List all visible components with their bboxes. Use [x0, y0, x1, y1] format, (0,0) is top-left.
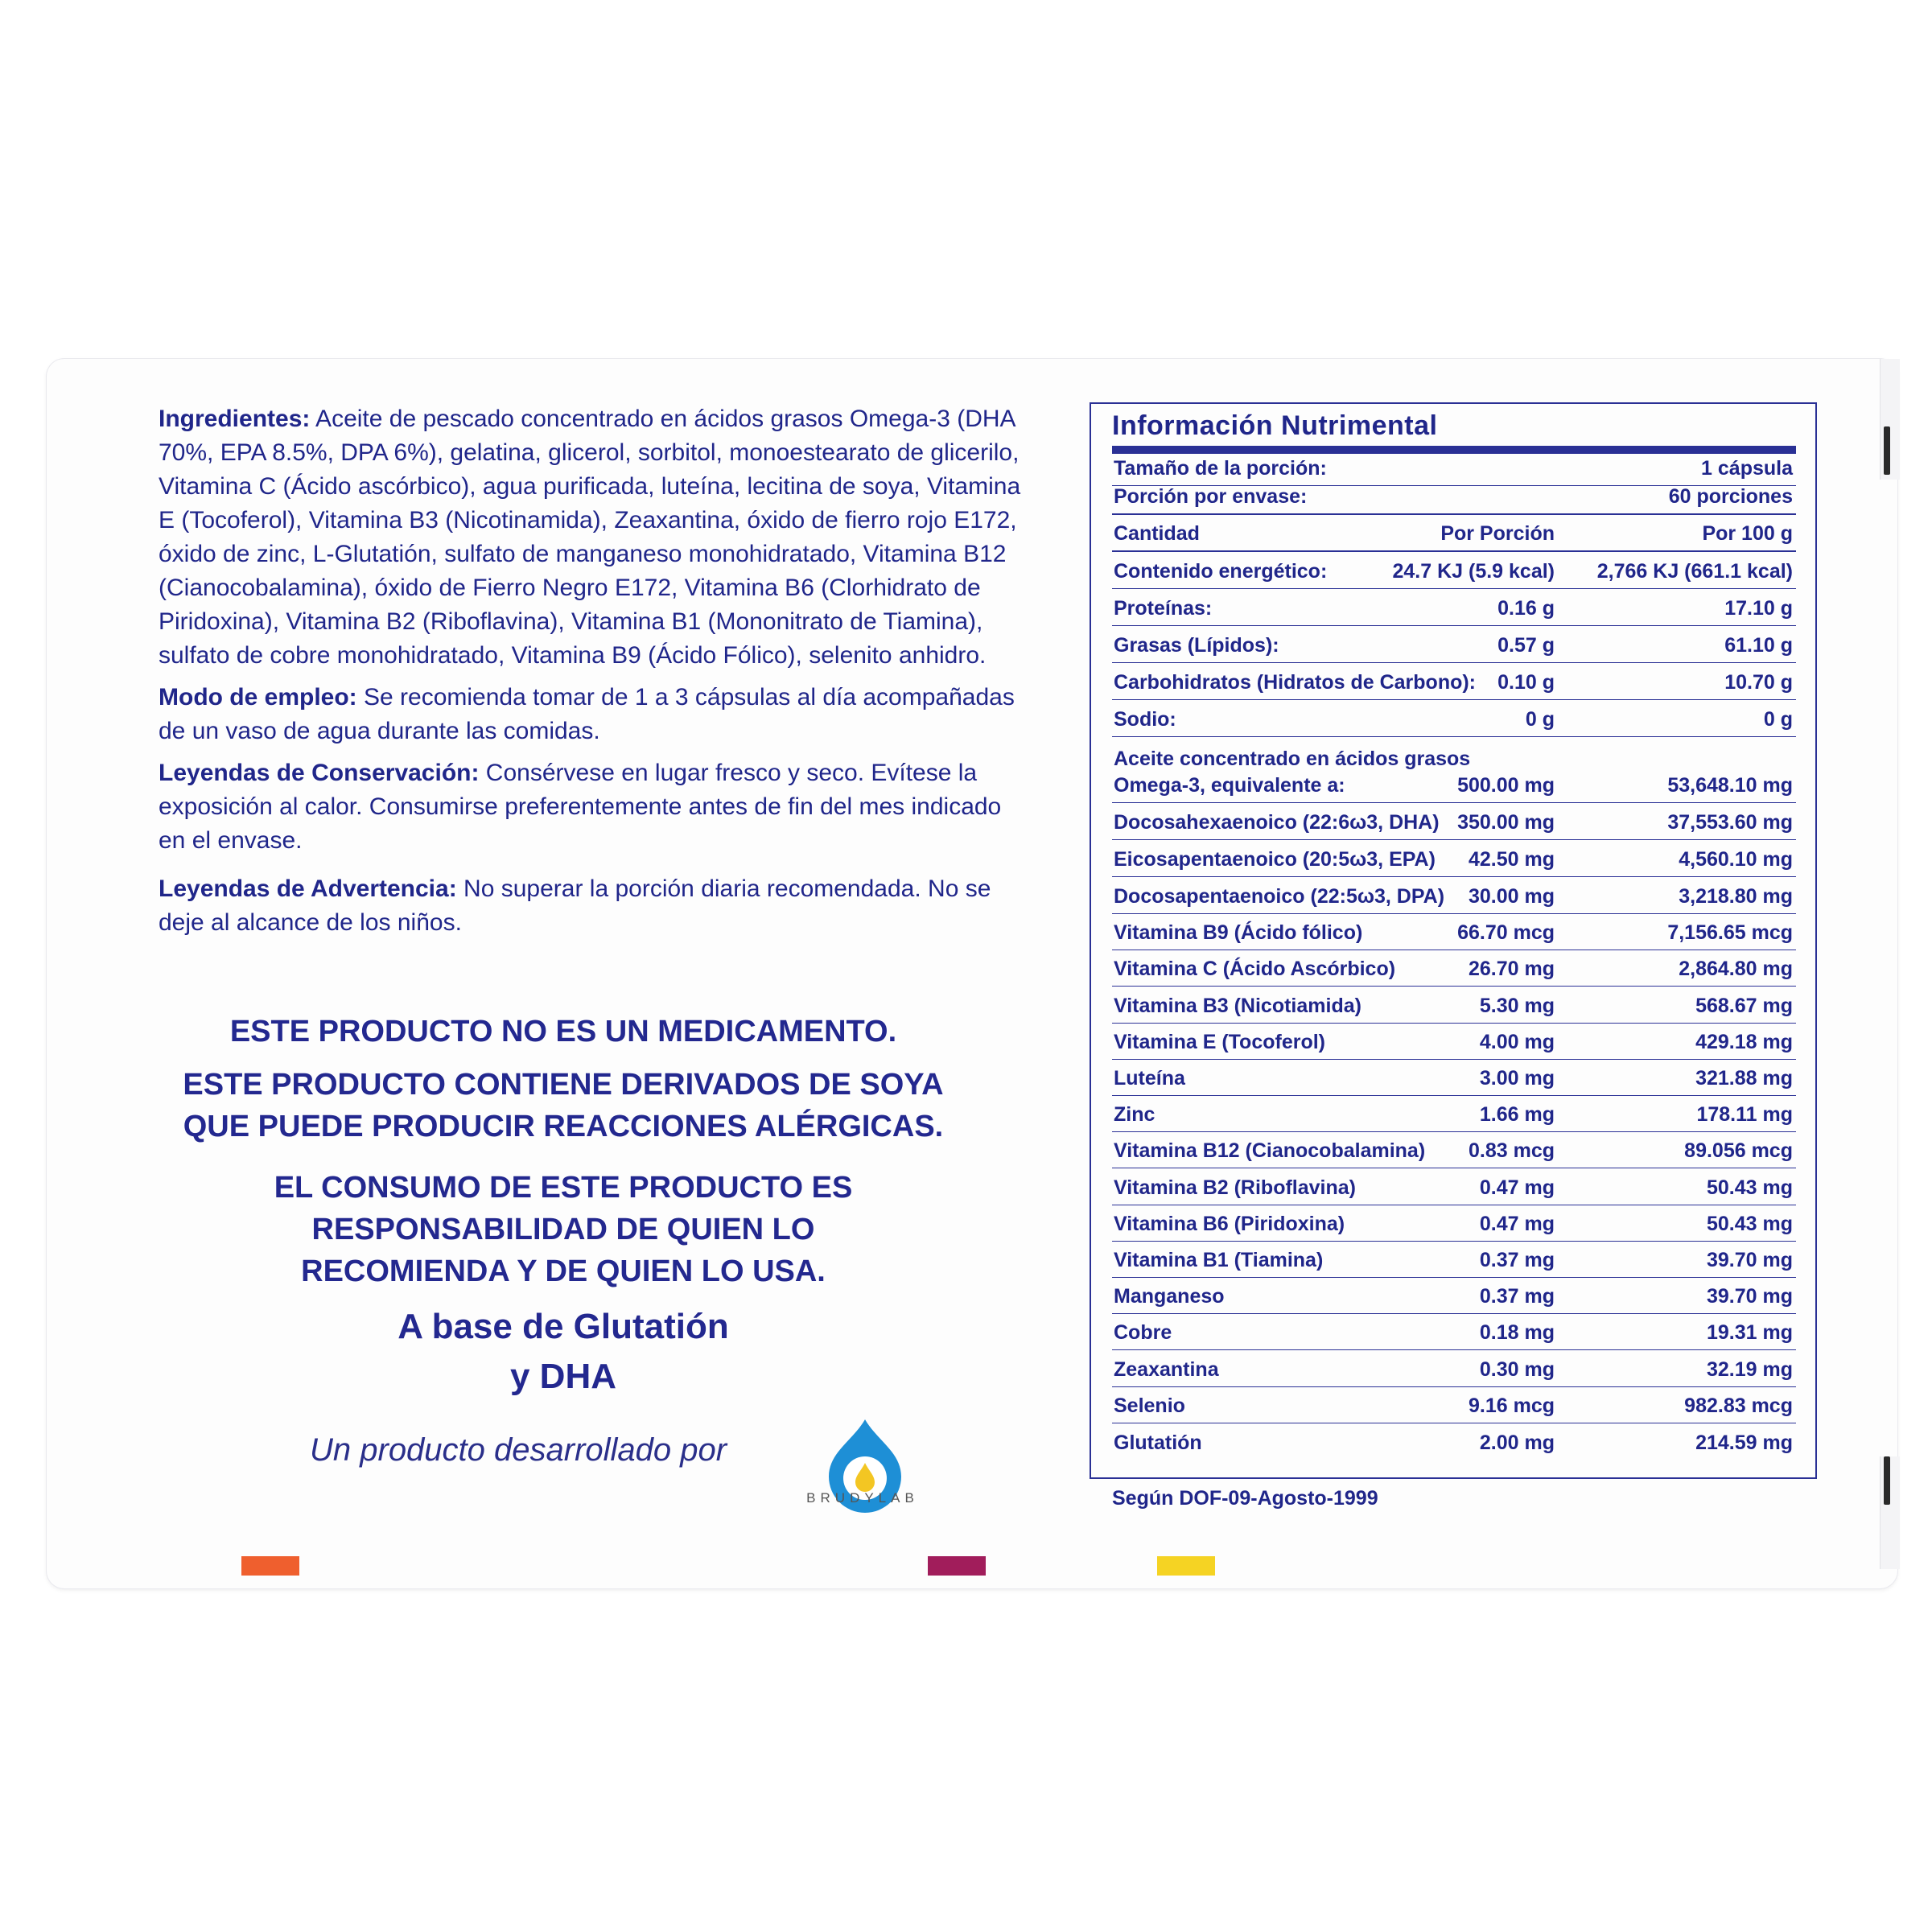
nutrient-row [1112, 840, 1796, 877]
developed-by-text: Un producto desarrollado por [310, 1432, 727, 1468]
nutrient-per-serving: 0.47 mg [1479, 1212, 1555, 1235]
nutrition-title-bar [1112, 446, 1796, 454]
notice-responsibility-line-2: RESPONSABILIDAD DE QUIEN LO [311, 1213, 815, 1246]
notice-not-medicine: ESTE PRODUCTO NO ES UN MEDICAMENTO. [229, 1015, 897, 1048]
nutrient-name: Vitamina B1 (Tiamina) [1114, 1248, 1324, 1271]
nutrient-per-serving: 0.30 mg [1479, 1357, 1555, 1381]
conservation-label: Leyendas de Conservación: [159, 760, 480, 786]
nutrient-row [1112, 1096, 1796, 1132]
nutrient-per-serving: 0.37 mg [1479, 1285, 1555, 1308]
nutrient-per-100g: 321.88 mg [1695, 1066, 1793, 1090]
ingredients-label: Ingredientes: [159, 406, 311, 432]
notice-base-line-2: y DHA [509, 1357, 617, 1396]
usage-label: Modo de empleo: [159, 684, 357, 711]
nutrient-per-100g: 429.18 mg [1695, 1030, 1793, 1053]
serving-size-label: Tamaño de la porción: [1114, 457, 1327, 480]
conservation-text: Consérvese en lugar fresco y seco. Evítese la exposición al calor. Consumirse preferentemente antes de fin del mes indicado en el envase. [159, 760, 1002, 854]
nutrient-per-serving: 4.00 mg [1479, 1030, 1555, 1053]
nutrient-per-100g: 32.19 mg [1706, 1357, 1793, 1381]
nutrient-name: Contenido energético: [1114, 560, 1328, 583]
nutrient-per-100g: 10.70 g [1724, 671, 1793, 694]
nutrient-per-serving: 1.66 mg [1479, 1103, 1555, 1127]
nutrient-name: Cobre [1114, 1321, 1172, 1345]
omega-per-100g: 53,648.10 mg [1667, 774, 1793, 797]
nutrient-per-serving: 3.00 mg [1479, 1066, 1555, 1090]
nutrient-row [1112, 950, 1796, 987]
nutrient-name: Vitamina B9 (Ácido fólico) [1114, 921, 1363, 945]
table-header-row [1112, 515, 1796, 552]
nutrient-name: Carbohidratos (Hidratos de Carbono): [1114, 671, 1477, 694]
nutrient-per-serving: 0 g [1525, 708, 1555, 731]
nutrient-name: Proteínas: [1114, 597, 1213, 620]
nutrient-row [1112, 1205, 1796, 1242]
nutrient-per-100g: 37,553.60 mg [1667, 811, 1793, 834]
product-info-text [159, 402, 1028, 948]
nutrient-per-100g: 61.10 g [1724, 634, 1793, 657]
nutrient-name: Docosapentaenoico (22:5ω3, DPA) [1114, 885, 1445, 908]
notice-responsibility [121, 1167, 1006, 1292]
nutrient-row [1112, 663, 1796, 700]
nutrient-per-100g: 7,156.65 mcg [1667, 921, 1793, 945]
nutrient-name: Docosahexaenoico (22:6ω3, DHA) [1114, 811, 1440, 834]
nutrient-row [1112, 1278, 1796, 1314]
serving-size-row [1112, 454, 1796, 486]
serving-size-value: 1 cápsula [1701, 457, 1793, 480]
nutrient-name: Glutatión [1114, 1431, 1202, 1454]
nutrient-row [1112, 1060, 1796, 1096]
nutrient-per-serving: 0.18 mg [1479, 1321, 1555, 1345]
nutrient-row [1112, 1168, 1796, 1205]
nutrient-row [1112, 914, 1796, 950]
nutrient-row [1112, 803, 1796, 840]
notice-soy [121, 1064, 1006, 1147]
nutrient-row [1112, 626, 1796, 663]
nutrient-per-100g: 17.10 g [1724, 597, 1793, 620]
omega-label-line-1: Aceite concentrado en ácidos grasos [1114, 748, 1471, 770]
nutrient-per-serving: 0.37 mg [1479, 1248, 1555, 1271]
nutrient-per-100g: 2,864.80 mg [1679, 958, 1793, 981]
nutrient-per-serving: 0.10 g [1497, 671, 1555, 694]
servings-row [1112, 486, 1796, 515]
nutrient-row [1112, 552, 1796, 589]
nutrient-row [1112, 589, 1796, 626]
nutrient-row [1112, 1024, 1796, 1060]
nutrient-per-serving: 30.00 mg [1468, 885, 1555, 908]
nutrient-name: Luteína [1114, 1066, 1185, 1090]
nutrient-per-100g: 39.70 mg [1706, 1285, 1793, 1308]
nutrient-name: Vitamina B6 (Piridoxina) [1114, 1212, 1345, 1235]
nutrient-per-100g: 39.70 mg [1706, 1248, 1793, 1271]
nutrient-per-100g: 4,560.10 mg [1679, 848, 1793, 871]
nutrient-per-100g: 0 g [1763, 708, 1793, 731]
nutrient-per-serving: 42.50 mg [1468, 848, 1555, 871]
nutrient-per-serving: 0.16 g [1497, 597, 1555, 620]
header-quantity: Cantidad [1114, 522, 1200, 545]
nutrient-name: Zinc [1114, 1103, 1155, 1127]
notice-base-glutathione [121, 1302, 1006, 1402]
nutrient-per-serving: 0.83 mcg [1468, 1139, 1555, 1163]
usage-paragraph [159, 681, 1028, 748]
notice-responsibility-line-1: EL CONSUMO DE ESTE PRODUCTO ES [274, 1171, 853, 1205]
nutrient-row [1112, 1314, 1796, 1350]
nutrient-per-100g: 568.67 mg [1695, 994, 1793, 1017]
nutrient-per-100g: 982.83 mcg [1684, 1394, 1793, 1417]
ingredients-text: Aceite de pescado concentrado en ácidos grasos Omega-3 (DHA 70%, EPA 8.5%, DPA 6%), gelatina, glicerol, sorbitol, monoestearato de glicerilo, Vitamina C (Ácido ascórbico), agua purificada, luteína, lecitina de soya, Vitamina E (Tocoferol), Vitamina B3 (Nicotinamida), Zeaxantina, óxido de fierro rojo E172, óxido de zinc, L-Glutatión, sulfato de manganeso monohidratado, Vitamina B12 (Cianocobalamina), óxido de Fierro Negro E172, Vitamina B6 (Clorhidrato de Piridoxina), Vitamina B2 (Riboflavina), Vitamina B1 (Mononitrato de Tiamina), sulfato de cobre monohidratado, Vitamina B9 (Ácido Fólico), selenito anhidro. [159, 406, 1021, 669]
nutrient-name: Eicosapentaenoico (20:5ω3, EPA) [1114, 848, 1436, 871]
nutrient-per-100g: 3,218.80 mg [1679, 885, 1793, 908]
color-swatch-magenta [928, 1556, 986, 1576]
servings-value: 60 porciones [1668, 485, 1793, 508]
warning-label: Leyendas de Advertencia: [159, 875, 457, 902]
warning-text: No superar la porción diaria recomendada. No se deje al alcance de los niños. [159, 875, 991, 936]
nutrient-per-serving: 2.00 mg [1479, 1431, 1555, 1454]
nutrient-row [1112, 1350, 1796, 1386]
nutrient-name: Vitamina B12 (Cianocobalamina) [1114, 1139, 1426, 1163]
nutrient-per-serving: 66.70 mcg [1457, 921, 1555, 945]
box-edge-mark-top [1884, 426, 1890, 475]
nutrient-per-serving: 350.00 mg [1457, 811, 1555, 834]
nutrient-row [1112, 877, 1796, 914]
color-swatch-orange [241, 1556, 299, 1576]
brudylab-logo-text: BRUDYLAB [806, 1490, 919, 1506]
nutrient-name: Grasas (Lípidos): [1114, 634, 1279, 657]
omega-row [1112, 771, 1796, 803]
nutrient-per-serving: 26.70 mg [1468, 958, 1555, 981]
nutrient-per-serving: 24.7 KJ (5.9 kcal) [1392, 560, 1555, 583]
notice-responsibility-line-3: RECOMIENDA Y DE QUIEN LO USA. [301, 1254, 826, 1288]
nutrient-name: Vitamina B3 (Nicotiamida) [1114, 994, 1361, 1017]
ingredients-paragraph [159, 402, 1028, 673]
nutrient-name: Sodio: [1114, 708, 1176, 731]
color-swatch-yellow [1157, 1556, 1215, 1576]
nutrition-footnote: Según DOF-09-Agosto-1999 [1112, 1487, 1378, 1510]
nutrient-per-100g: 50.43 mg [1706, 1176, 1793, 1199]
nutrient-per-100g: 19.31 mg [1706, 1321, 1793, 1345]
servings-label: Porción por envase: [1114, 485, 1308, 508]
nutrient-per-serving: 5.30 mg [1479, 994, 1555, 1017]
nutrient-per-100g: 178.11 mg [1696, 1103, 1793, 1127]
nutrient-per-100g: 214.59 mg [1695, 1431, 1793, 1454]
nutrient-name: Vitamina E (Tocoferol) [1114, 1030, 1326, 1053]
nutrient-name: Selenio [1114, 1394, 1185, 1417]
omega-label-line-2: Omega-3, equivalente a: [1114, 774, 1345, 797]
header-per-100g: Por 100 g [1702, 522, 1793, 545]
nutrient-row [1112, 1132, 1796, 1168]
omega-per-serving: 500.00 mg [1457, 774, 1555, 797]
nutrient-row [1112, 1423, 1796, 1460]
notice-soy-line-1: ESTE PRODUCTO CONTIENE DERIVADOS DE SOYA [183, 1068, 944, 1102]
nutrient-row [1112, 1242, 1796, 1278]
nutrition-facts-table [1090, 402, 1817, 1479]
nutrient-name: Zeaxantina [1114, 1357, 1219, 1381]
nutrient-name: Manganeso [1114, 1285, 1225, 1308]
usage-text: Se recomienda tomar de 1 a 3 cápsulas al día acompañadas de un vaso de agua durante las comidas. [159, 684, 1015, 744]
notice-base-line-1: A base de Glutatión [398, 1307, 729, 1346]
nutrient-per-serving: 0.47 mg [1479, 1176, 1555, 1199]
nutrient-per-serving: 9.16 mcg [1468, 1394, 1555, 1417]
nutrient-per-100g: 2,766 KJ (661.1 kcal) [1596, 560, 1793, 583]
nutrient-per-100g: 50.43 mg [1706, 1212, 1793, 1235]
nutrient-name: Vitamina B2 (Riboflavina) [1114, 1176, 1356, 1199]
nutrition-title: Información Nutrimental [1112, 410, 1438, 441]
header-per-serving: Por Porción [1440, 522, 1555, 545]
warning-paragraph [159, 872, 1028, 940]
nutrient-per-serving: 0.57 g [1497, 634, 1555, 657]
conservation-paragraph [159, 756, 1028, 858]
nutrient-row [1112, 987, 1796, 1023]
box-edge-mark-bottom [1884, 1456, 1890, 1505]
notice-soy-line-2: QUE PUEDE PRODUCIR REACCIONES ALÉRGICAS. [183, 1110, 944, 1143]
nutrient-name: Vitamina C (Ácido Ascórbico) [1114, 958, 1396, 981]
nutrient-per-100g: 89.056 mcg [1684, 1139, 1793, 1163]
nutrient-row [1112, 700, 1796, 737]
nutrient-row [1112, 1387, 1796, 1423]
